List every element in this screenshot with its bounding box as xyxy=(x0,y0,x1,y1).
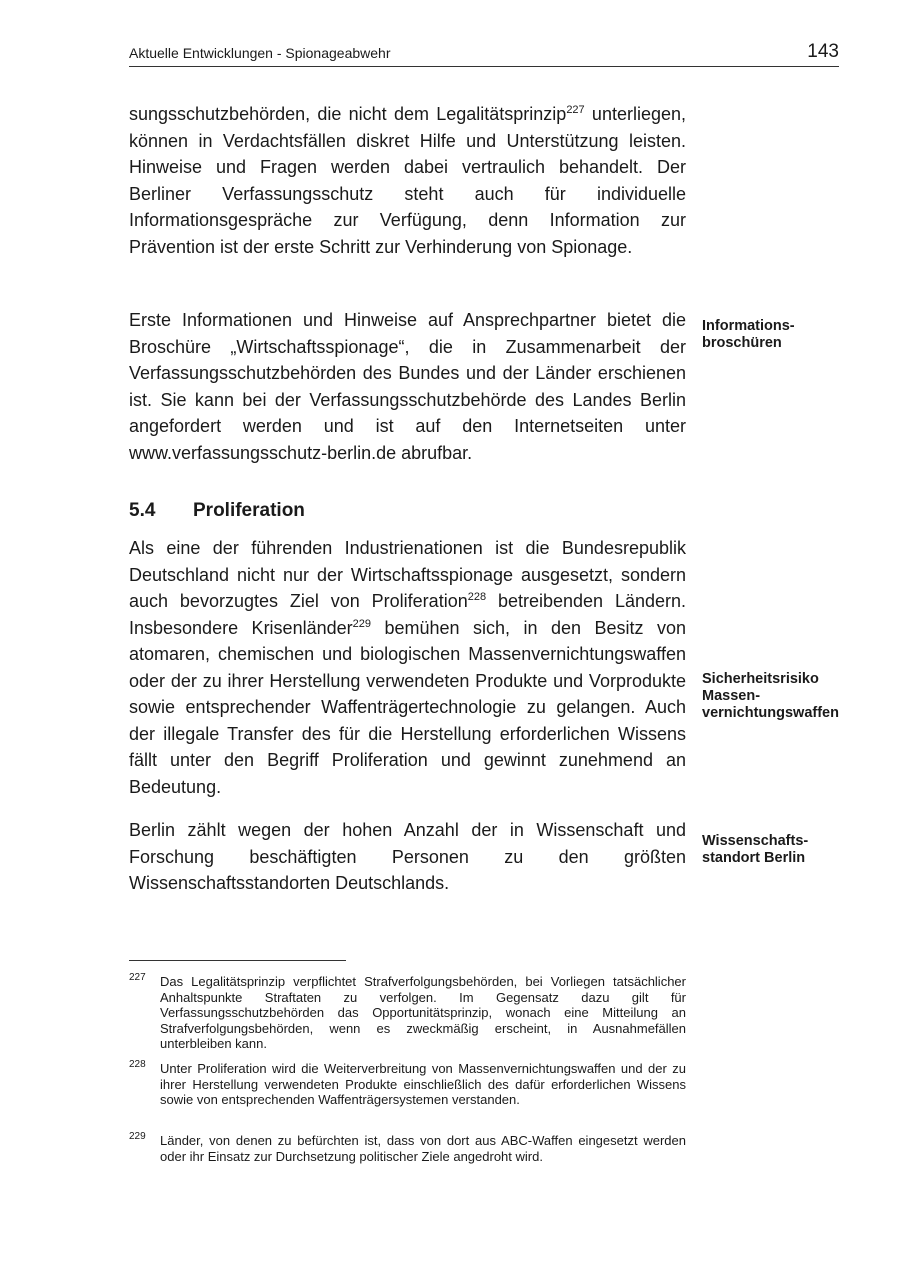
footnote-number: 228 xyxy=(129,1059,146,1070)
running-title: Aktuelle Entwicklungen - Spionageabwehr xyxy=(129,45,391,61)
section-title: Proliferation xyxy=(193,500,305,521)
paragraph-wissenschaftsstandort xyxy=(129,817,686,897)
paragraph-verdachtsfaelle xyxy=(129,101,686,260)
page-number: 143 xyxy=(807,41,839,62)
paragraph-broschuere xyxy=(129,307,686,466)
footnote-text: Das Legalitätsprinzip verpflichtet Strafverfolgungsbehörden, bei Vorliegen tatsächlicher Anhaltspunkte Straftaten zu verfolgen. Im Gegensatz dazu gilt für Verfassungsschutzbehörden das Opportunitätsprinzip, wonach eine Mitteilung an Strafverfolgungsbehörden, wenn es zweckmäßig erscheint, in Ausnahmefällen unterbleiben kann. xyxy=(160,974,686,1051)
footnote-text: Unter Proliferation wird die Weiterverbreitung von Massenvernichtungswaffen und der zu ihrer Herstellung verwendeten Produkte einschließlich des dafür erforderlichen Wissens sowie von entsprechenden Waffenträgersystemen verstanden. xyxy=(160,1061,686,1107)
footnote-number: 229 xyxy=(129,1131,146,1142)
footnote-ref-227[interactable]: 227 xyxy=(566,104,585,116)
section-number: 5.4 xyxy=(129,500,156,521)
paragraph-proliferation xyxy=(129,535,686,800)
paragraph-text: sungsschutzbehörden, die nicht dem Legalitätsprinzip xyxy=(129,104,567,124)
margin-note-sicherheitsrisiko: Sicherheitsrisiko Massen- vernichtungswaffen xyxy=(702,671,839,721)
paragraph-text: Erste Informationen und Hinweise auf Ansprechpartner bietet die Broschüre „Wirtschaftsspionage“, die in Zusammenarbeit der Verfassungsschutzbehörden des Bundes und der Länder erschienen ist. Sie kann bei der Verfassungsschutzbehörde des Landes Berlin angefordert werden und ist auf den Internetseiten unter www.verfassungsschutz-berlin.de abrufbar. xyxy=(129,310,686,463)
footnote-ref-229[interactable]: 229 xyxy=(352,617,371,630)
paragraph-text: bemühen sich, in den Besitz von atomaren, chemischen und biologischen Massenvernichtungswaffen oder der zu ihrer Herstellung verwendeten Produkte und Vorprodukte sowie entsprechender Waffenträgertechnologie zu gelangen. Auch der illegale Transfer des für die Herstellung erforderlichen Wissens fällt unter den Begriff Proliferation und gewinnt zunehmend an Bedeutung. xyxy=(129,617,687,797)
paragraph-text: unterliegen, können in Verdachtsfällen diskret Hilfe und Unterstützung leisten. Hinweise und Fragen werden dabei vertraulich behandelt. Der Berliner Verfassungsschutz steht auch für individuelle Informationsgespräche zur Verfügung, denn Information zur Prävention ist der erste Schritt zur Verhinderung von Spionage. xyxy=(129,104,687,257)
footnote-separator xyxy=(129,960,346,961)
margin-note-wissenschaftsstandort: Wissenschafts- standort Berlin xyxy=(702,833,809,866)
footnote-227 xyxy=(129,974,686,1052)
paragraph-text: Berlin zählt wegen der hohen Anzahl der in Wissenschaft und Forschung beschäftigten Personen zu den größten Wissenschaftsstandorten Deutschlands. xyxy=(129,820,686,893)
footnote-number: 227 xyxy=(129,972,146,983)
margin-note-informationsbroschueren: Informations- broschüren xyxy=(702,318,795,351)
paragraph-text: Als eine der führenden Industrienationen ist die Bundesrepublik Deutschland nicht nur der Wirtschaftsspionage ausgesetzt, sondern auch bevorzugtes Ziel von Proliferation xyxy=(129,538,686,611)
page-header xyxy=(129,38,839,67)
section-heading xyxy=(129,500,305,522)
footnote-ref-228[interactable]: 228 xyxy=(467,591,487,603)
footnote-228 xyxy=(129,1061,686,1108)
footnote-229 xyxy=(129,1133,686,1164)
footnote-text: Länder, von denen zu befürchten ist, dass von dort aus ABC-Waffen eingesetzt werden oder ihr Einsatz zur Durchsetzung politischer Ziele angedroht wird. xyxy=(160,1133,686,1164)
paragraph-text: betreibenden Ländern. Insbesondere Krisenländer xyxy=(129,591,687,638)
